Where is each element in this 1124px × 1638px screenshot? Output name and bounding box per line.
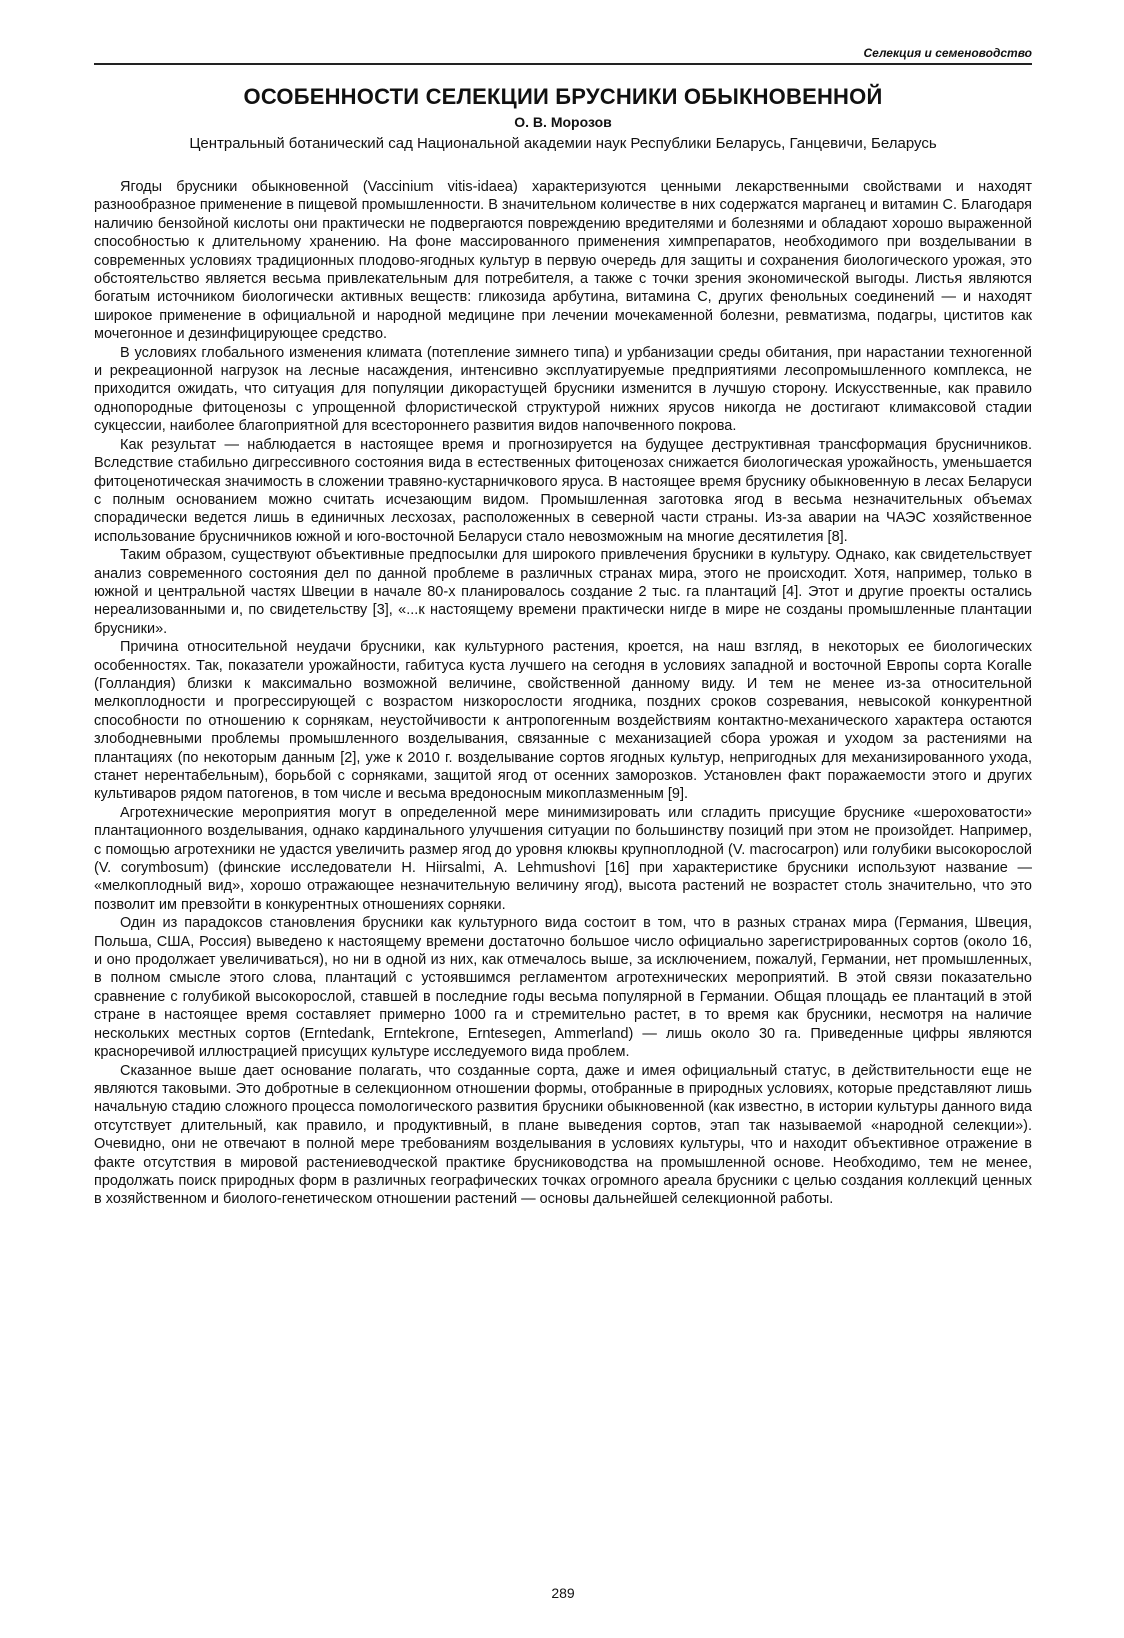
paragraph: Один из парадоксов становления брусники как культурного вида состоит в том, что в разных странах мира (Германия, Швеция, Польша, США, Россия) выведено к настоящему времени достаточно большое число официально зарегистрированных сортов (около 16, и оно продолжает увеличиваться), но ни в одной из них, как отмечалось выше, за исключением, пожалуй, Германии, нет промышленных, в полном смысле этого слова, плантаций с устоявшимся регламентом агротехнических мероприятий. В этой связи показательно сравнение с голубикой высокорослой, ставшей в последние годы весьма популярной в Германии. Общая площадь ее плантаций в этой стране в настоящее время составляет примерно 1000 га и стремительно растет, в то время как брусники, несмотря на наличие нескольких местных сортов (Erntedank, Erntekrone, Erntesegen, Ammerland) — лишь около 30 га. Приведенные цифры являются красноречивой иллюстрацией присущих культуре исследуемого вида проблем. bbox=[94, 915, 1032, 1061]
article-title: ОСОБЕННОСТИ СЕЛЕКЦИИ БРУСНИКИ ОБЫКНОВЕННОЙ bbox=[243, 84, 883, 109]
paragraph: Сказанное выше дает основание полагать, что созданные сорта, даже и имея официальный статус, в действительности еще не являются таковыми. Это добротные в селекционном отношении формы, отобранные в природных условиях, которые представляют лишь начальную стадию сложного процесса помологического развития брусники обыкновенной (как известно, в истории культуры данного вида отсутствует длительный, как правило, и продуктивный, в плане выведения сортов, этап так называемой «народной селекции»). Очевидно, они не отвечают в полной мере требованиям возделывания в условиях культуры, что и находит объективное отражение в факте отсутствия в мировой растениеводческой практике брусниководства на промышленной основе. Необходимо, тем не менее, продолжать поиск природных форм в различных географических точках огромного ареала брусники с целью создания коллекций ценных в хозяйственном и биолого-генетическом отношении растений — основы дальнейшей селекционной работы. bbox=[94, 1062, 1032, 1208]
paragraph: Агротехнические мероприятия могут в определенной мере минимизировать или сгладить присущие бруснике «шероховатости» плантационного возделывания, однако кардинального улучшения ситуации по большинству позиций при этом не произойдет. Например, с помощью агротехники не удастся увеличить размер ягод до уровня клюквы крупноплодной (V. macrocarpon) или голубики высокорослой (V. corymbosum) (финские исследователи H. Hiirsalmi, A. Lehmushovi [16] при характеристике брусники используют название — «мелкоплодный вид», хорошо отражающее незначительную величину ягод), высота растений не возрастет столь значительно, что это позволит им превзойти в конкурентных отношениях сорняки. bbox=[94, 804, 1032, 913]
paragraph: Таким образом, существуют объективные предпосылки для широкого привлечения брусники в культуру. Однако, как свидетельствует анализ современного состояния дел по данной проблеме в различных странах мира, этого не происходит. Хотя, например, только в южной и центральной частях Швеции в начале 80-х планировалось создание 2 тыс. га плантаций [4]. Этот и другие проекты остались нереализованными и, по свидетельству [3], «...к настоящему времени практически нигде в мире не созданы промышленные плантации брусники». bbox=[94, 547, 1032, 637]
author: О. В. Морозов bbox=[514, 114, 612, 130]
paragraph: Причина относительной неудачи брусники, как культурного растения, кроется, на наш взгляд, в некоторых ее биологических особенностях. Так, показатели урожайности, габитуса куста лучшего на сегодня в условиях западной и восточной Европы сорта Koralle (Голландия) близки к максимально возможной величине, свойственной данному виду. И тем не менее из-за относительной мелкоплодности и прогрессирующей с возрастом низкорослости ягодника, поздних сроков созревания, невысокой конкурентной способности по отношению к сорнякам, неустойчивости к антропогенным воздействиям контактно-механического характера остаются злободневными проблемы промышленного возделывания, связанные с механизацией сбора урожая и уходом за растениями на плантациях (по некоторым данным [2], уже к 2010 г. возделывание сортов ягодных культур, непригодных для механизированного ухода, станет нерентабельным), борьбой с сорняками, защитой ягод от осенних заморозков. Установлен факт поражаемости этого и других культиваров рядом патогенов, в том числе и весьма вредоносным микоплазменным [9]. bbox=[94, 639, 1032, 803]
page-number: 289 bbox=[551, 1585, 575, 1601]
paragraph: В условиях глобального изменения климата (потепление зимнего типа) и урбанизации среды обитания, при нарастании техногенной и рекреационной нагрузок на лесные насаждения, интенсивно эксплуатируемые предприятиями лесопромышленного комплекса, не приходится ожидать, что ситуация для популяции дикорастущей брусники изменится в лучшую сторону. Искусственные, как правило однопородные фитоценозы с упрощенной флористической структурой нижних ярусов никогда не достигают климаксовой стадии сукцессии, наиболее благоприятной для всестороннего развития видов напочвенного покрова. bbox=[94, 344, 1032, 435]
running-header: Селекция и семеноводство bbox=[94, 46, 1032, 65]
affiliation: Центральный ботанический сад Национальной академии наук Республики Беларусь, Ганцевичи, Беларусь bbox=[189, 135, 937, 152]
article-body bbox=[94, 178, 1032, 1209]
paragraph: Как результат — наблюдается в настоящее время и прогнозируется на будущее деструктивная трансформация брусничников. Вследствие стабильно дигрессивного состояния вида в естественных фитоценозах снижается биологическая урожайность, уменьшается фитоценотическая значимость в сложении травяно-кустарничкового яруса. В настоящее время бруснику обыкновенную в лесах Беларуси с полным основанием можно считать исчезающим видом. Промышленная заготовка ягод в весьма незначительных объемах спорадически ведется лишь в единичных лесхозах, расположенных в северной части страны. Из-за аварии на ЧАЭС хозяйственное использование брусничников южной и юго-восточной Беларуси стало невозможным на многие десятилетия [8]. bbox=[94, 436, 1032, 545]
paragraph: Ягоды брусники обыкновенной (Vaccinium vitis-idaea) характеризуются ценными лекарственными свойствами и находят разнообразное применение в пищевой промышленности. В значительном количестве в них содержатся марганец и витамин С. Благодаря наличию бензойной кислоты они практически не подвергаются повреждению вредителями и болезнями и обладают хорошо выраженной способностью к длительному хранению. На фоне массированного применения химпрепаратов, необходимого при возделывании в современных условиях традиционных плодово-ягодных культур в первую очередь для защиты и сохранения биологического урожая, это обстоятельство является весьма привлекательным для потребителя, а также с точки зрения экономической выгоды. Листья являются богатым источником биологически активных веществ: гликозида арбутина, витамина С, других фенольных соединений — и находят широкое применение в официальной и народной медицине при лечении мочекаменной болезни, ревматизма, подагры, циститов как мочегонное и дезинфицирующее средство. bbox=[94, 179, 1032, 343]
